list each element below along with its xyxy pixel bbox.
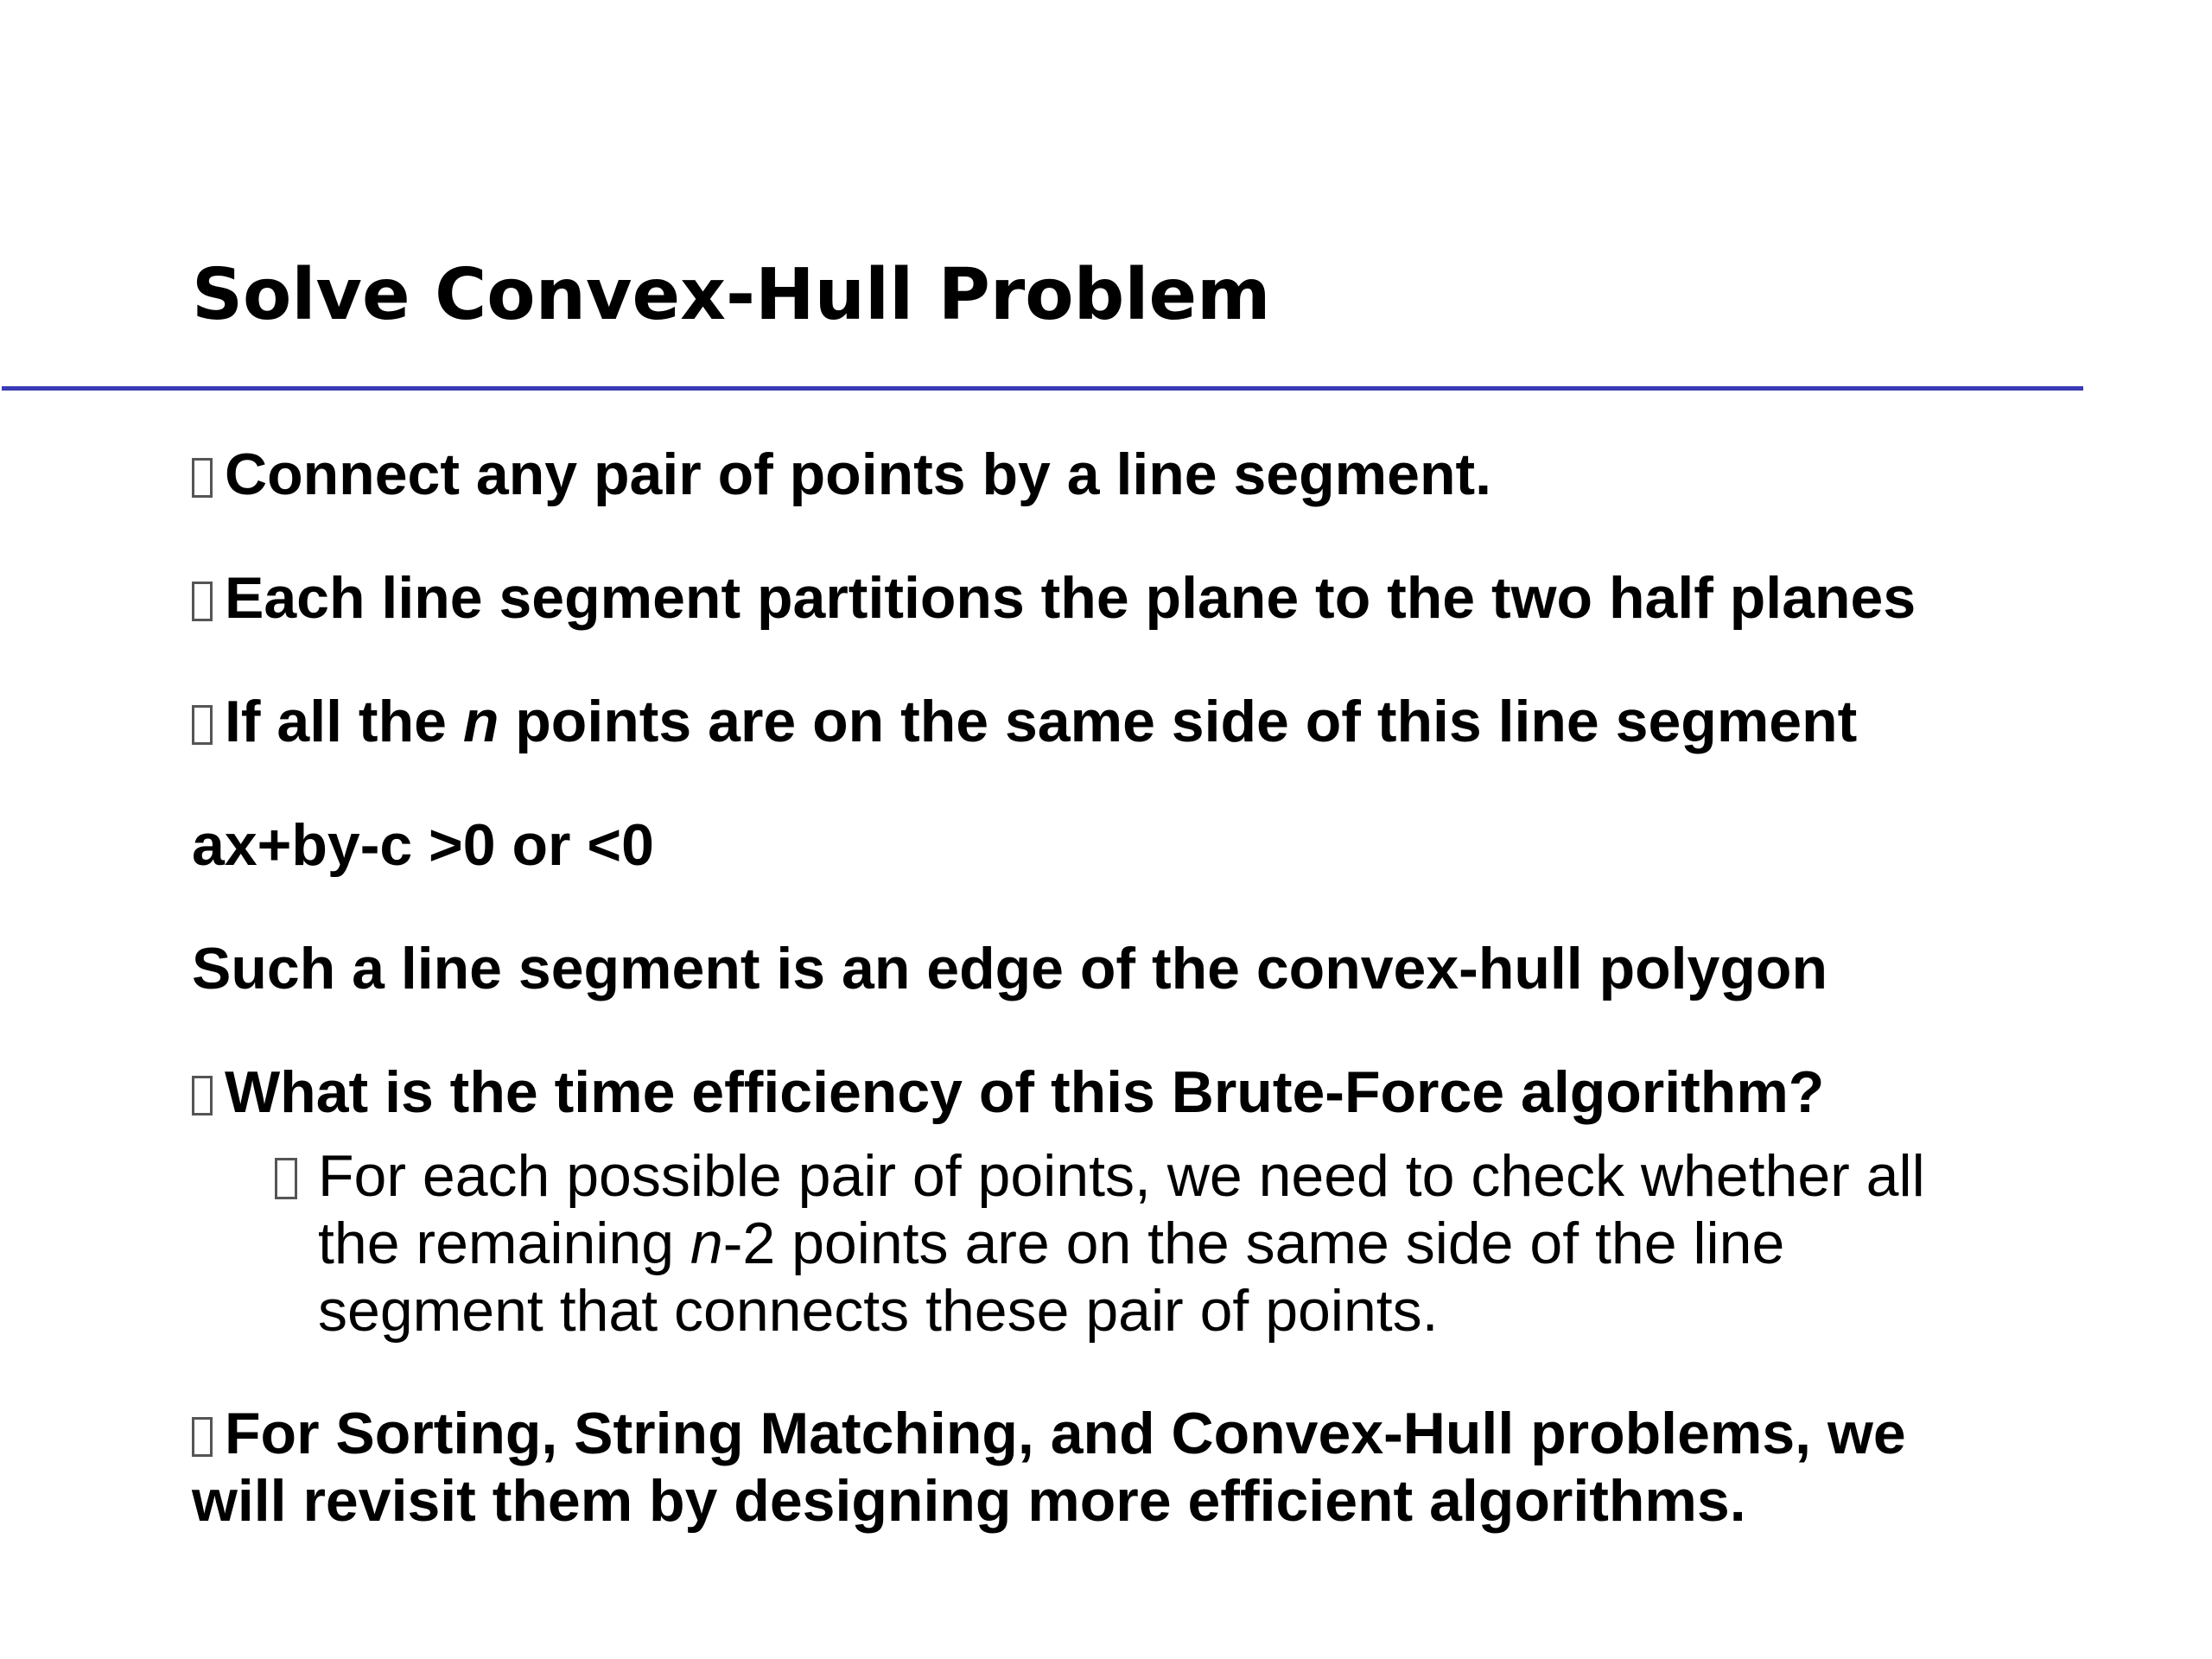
bullet-text: For Sorting, String Matching, and Convex-Hull problems, we xyxy=(225,1401,1906,1466)
bullet-glyph-icon xyxy=(192,705,213,745)
bullet-same-side xyxy=(192,688,1857,755)
sub-text-start: the remaining xyxy=(318,1211,690,1276)
bullet-glyph-icon xyxy=(192,458,213,498)
bullet-revisit-algorithms xyxy=(192,1400,1906,1535)
bullet-glyph-icon xyxy=(192,582,213,621)
sub-bullet-line-1: For each possible pair of points, we need to check whether all xyxy=(318,1143,1925,1209)
bullet-text-start: If all the xyxy=(225,689,463,754)
sub-bullet-explanation xyxy=(275,1142,1925,1344)
sub-bullet-line-3: segment that connects these pair of points. xyxy=(318,1278,1439,1344)
sub-text-end: -2 points are on the same side of the line xyxy=(722,1211,1785,1276)
bullet-line-1 xyxy=(192,1400,1906,1467)
line-equation: ax+by-c >0 or <0 xyxy=(192,812,654,878)
bullet-text: What is the time efficiency of this Brute-Force algorithm? xyxy=(225,1059,1825,1125)
bullet-line-2: will revisit them by designing more efficient algorithms. xyxy=(192,1468,1746,1534)
bullet-glyph-icon xyxy=(192,1076,213,1116)
sub-bullet-glyph-icon xyxy=(275,1158,297,1199)
bullet-text: Connect any pair of points by a line segment. xyxy=(225,442,1492,507)
bullet-connect-points xyxy=(192,441,1491,508)
bullet-partitions-plane xyxy=(192,564,1916,632)
variable-n: n xyxy=(462,689,499,754)
bullet-text: Each line segment partitions the plane to the two half planes xyxy=(225,565,1916,631)
title-divider xyxy=(2,386,2083,391)
sub-bullet-line-2 xyxy=(318,1210,1925,1277)
variable-n: n xyxy=(690,1211,723,1276)
bullet-time-efficiency xyxy=(192,1058,1824,1126)
bullet-text-end: points are on the same side of this line segment xyxy=(499,689,1858,754)
bullet-glyph-icon xyxy=(192,1417,213,1457)
line-hull-edge: Such a line segment is an edge of the convex-hull polygon xyxy=(192,936,1827,1001)
slide-title: Solve Convex-Hull Problem xyxy=(192,254,1271,336)
